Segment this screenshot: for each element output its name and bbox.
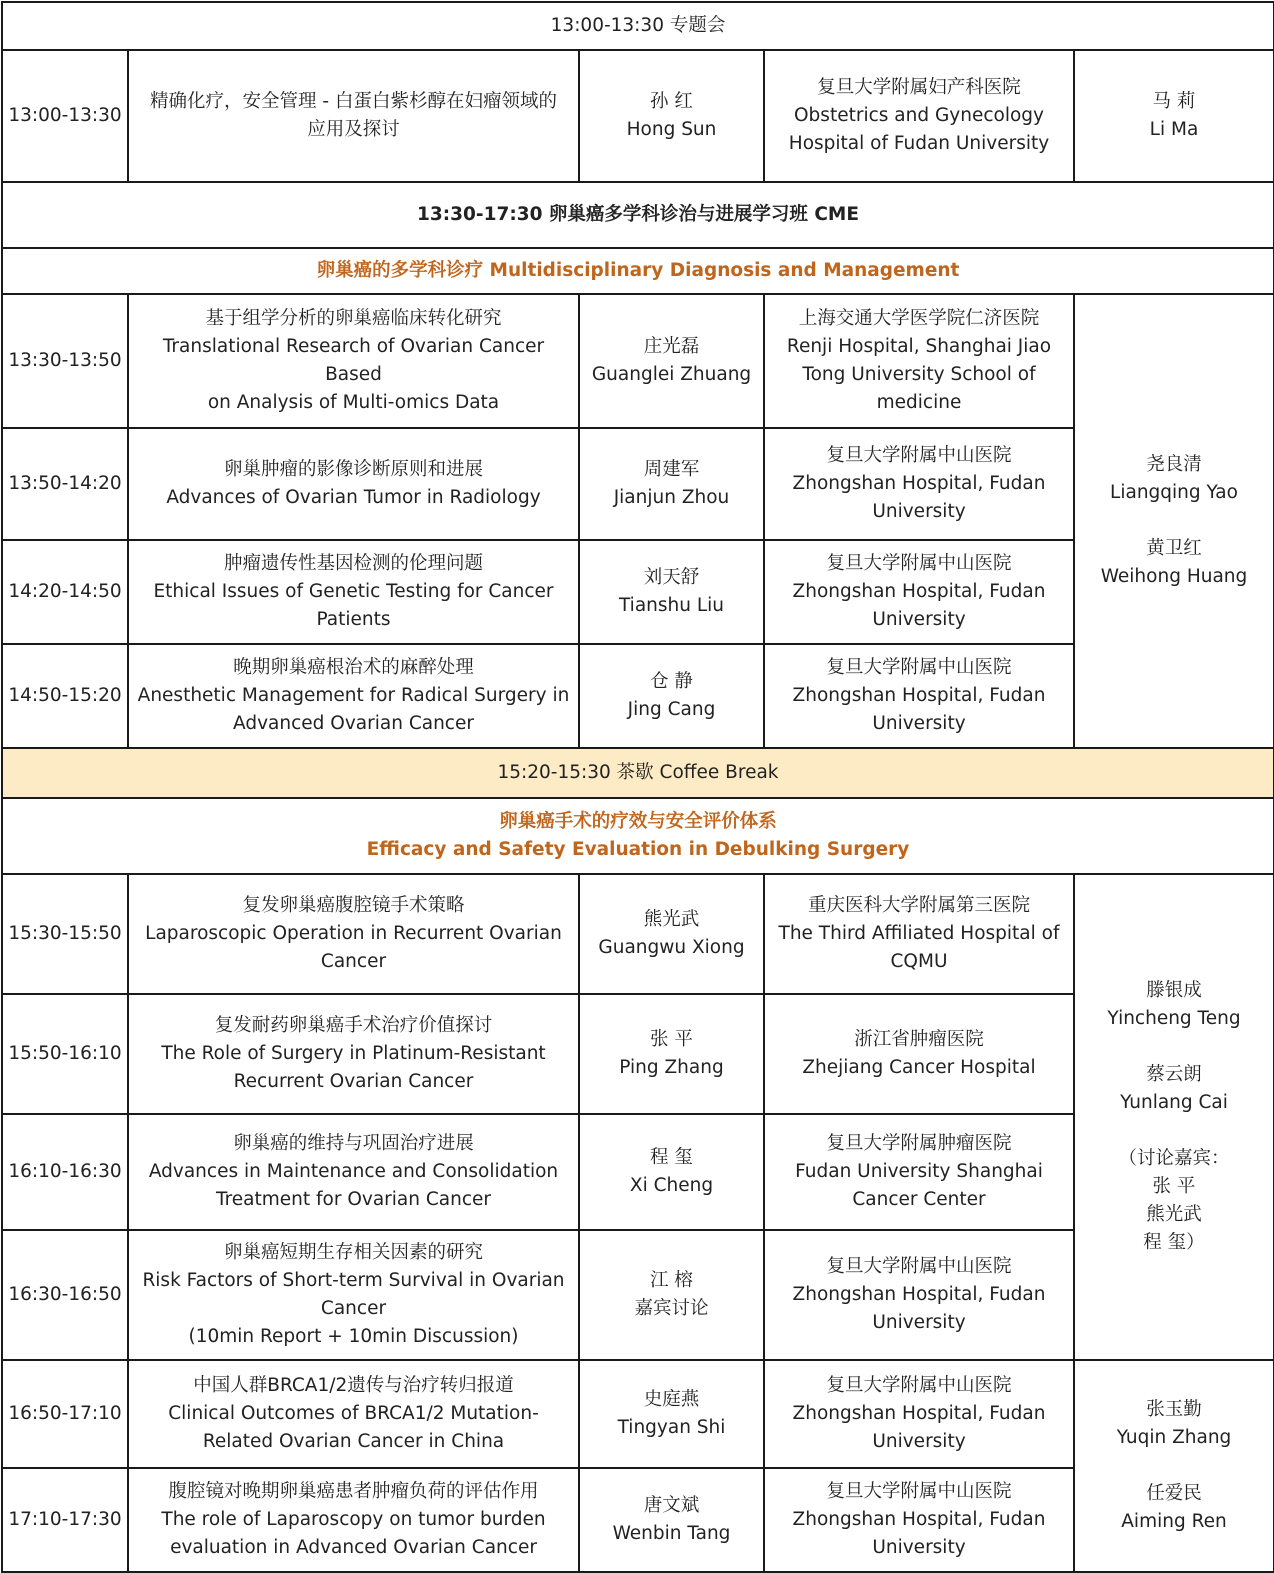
session-topic-line: 复发卵巢癌腹腔镜手术策略 xyxy=(242,895,465,916)
session-time: 13:00-13:30 xyxy=(2,50,128,182)
session-institution xyxy=(764,540,1074,644)
session-topic-line: Ethical Issues of Genetic Testing for Cancer xyxy=(153,581,554,602)
session-topic xyxy=(128,1360,579,1468)
session-chairs-line: 程 玺） xyxy=(1143,1232,1205,1253)
cme-header: 13:30-17:30 卵巢癌多学科诊治与进展学习班 CME xyxy=(2,182,1274,248)
session-topic-line: 腹腔镜对晚期卵巢癌患者肿瘤负荷的评估作用 xyxy=(168,1481,539,1502)
session-topic-line: on Analysis of Multi-omics Data xyxy=(207,392,500,413)
session-chairs-line: 任爱民 xyxy=(1146,1483,1202,1504)
session-topic-line: The Role of Surgery in Platinum-Resistant xyxy=(161,1043,546,1064)
session-speaker-line: 程 玺 xyxy=(650,1147,693,1168)
session-speaker xyxy=(579,428,764,540)
session-institution-line: 复旦大学附属中山医院 xyxy=(826,445,1012,466)
session-institution-line: University xyxy=(872,1312,966,1333)
session-topic-line: Cancer xyxy=(320,1298,387,1319)
session-time: 13:30-13:50 xyxy=(2,294,128,428)
session-institution xyxy=(764,1230,1074,1360)
session-institution-line: Obstetrics and Gynecology xyxy=(794,105,1044,126)
symposium-header-row xyxy=(2,2,1274,50)
session-speaker-line: 史庭燕 xyxy=(643,1389,700,1410)
session-institution xyxy=(764,294,1074,428)
session-institution-line: 浙江省肿瘤医院 xyxy=(854,1029,984,1050)
coffee-break: 15:20-15:30 茶歇 Coffee Break xyxy=(2,748,1274,798)
session-institution-line: Fudan University Shanghai xyxy=(795,1161,1043,1182)
session-topic xyxy=(128,294,579,428)
symposium-header: 13:00-13:30 专题会 xyxy=(2,2,1274,50)
session-topic-line: 卵巢肿瘤的影像诊断原则和进展 xyxy=(223,459,483,480)
session-institution-line: University xyxy=(872,1537,966,1558)
session-speaker xyxy=(579,540,764,644)
session-topic-line: Translational Research of Ovarian Cancer Based xyxy=(162,336,545,385)
section-title-row xyxy=(2,798,1274,874)
session-speaker-line: Ping Zhang xyxy=(619,1057,724,1078)
session-speaker xyxy=(579,1468,764,1572)
session-speaker-line: 庄光磊 xyxy=(643,336,700,357)
session-topic-line: (10min Report + 10min Discussion) xyxy=(188,1326,519,1347)
session-time: 15:30-15:50 xyxy=(2,874,128,994)
session-institution-line: 重庆医科大学附属第三医院 xyxy=(807,895,1030,916)
session-institution-line: Zhongshan Hospital, Fudan xyxy=(792,685,1046,706)
session-speaker xyxy=(579,50,764,182)
session-time: 16:50-17:10 xyxy=(2,1360,128,1468)
session-speaker-line: 熊光武 xyxy=(643,909,700,930)
session-speaker xyxy=(579,1360,764,1468)
session-speaker-line: Jing Cang xyxy=(627,699,716,720)
session-speaker-line: 仓 静 xyxy=(650,671,693,692)
session-speaker-line: Guanglei Zhuang xyxy=(591,364,752,385)
agenda-row xyxy=(2,874,1274,994)
session-institution-line: 复旦大学附属肿瘤医院 xyxy=(826,1133,1012,1154)
session-chair xyxy=(1074,50,1274,182)
session-chairs-line: Liangqing Yao xyxy=(1110,482,1238,503)
session-time: 16:10-16:30 xyxy=(2,1114,128,1230)
session-topic xyxy=(128,1468,579,1572)
agenda-row xyxy=(2,50,1274,182)
session-institution-line: University xyxy=(872,501,966,522)
session-topic-line: 复发耐药卵巢癌手术治疗价值探讨 xyxy=(214,1015,493,1036)
session-time: 14:20-14:50 xyxy=(2,540,128,644)
session-institution-line: 复旦大学附属中山医院 xyxy=(826,657,1012,678)
session-institution xyxy=(764,874,1074,994)
session-topic-line: Treatment for Ovarian Cancer xyxy=(215,1189,491,1210)
session-topic xyxy=(128,428,579,540)
session-institution-line: 上海交通大学医学院仁济医院 xyxy=(798,308,1040,329)
session-chairs-line: （讨论嘉宾： xyxy=(1118,1148,1230,1169)
session-speaker-line: Wenbin Tang xyxy=(612,1523,731,1544)
agenda-row xyxy=(2,294,1274,428)
session-institution xyxy=(764,428,1074,540)
session-speaker xyxy=(579,874,764,994)
session-institution-line: Renji Hospital, Shanghai Jiao xyxy=(786,336,1052,357)
section-title: 卵巢癌的多学科诊疗 Multidisciplinary Diagnosis and Management xyxy=(2,248,1274,294)
session-institution-line: Zhejiang Cancer Hospital xyxy=(802,1057,1036,1078)
session-institution-line: Cancer Center xyxy=(852,1189,986,1210)
session-institution-line: 复旦大学附属中山医院 xyxy=(826,553,1012,574)
session-time: 14:50-15:20 xyxy=(2,644,128,748)
session-institution xyxy=(764,1114,1074,1230)
session-speaker xyxy=(579,1230,764,1360)
session-institution-line: Zhongshan Hospital, Fudan xyxy=(792,1509,1046,1530)
session-time: 16:30-16:50 xyxy=(2,1230,128,1360)
session-speaker-line: Guangwu Xiong xyxy=(598,937,745,958)
session-speaker-line: Xi Cheng xyxy=(629,1175,714,1196)
session-topic xyxy=(128,1230,579,1360)
session-chairs-line: Aiming Ren xyxy=(1121,1511,1227,1532)
session-topic-line: 晚期卵巢癌根治术的麻醉处理 xyxy=(233,657,474,678)
session-speaker-line: 张 平 xyxy=(650,1029,693,1050)
session-institution-line: Zhongshan Hospital, Fudan xyxy=(792,1403,1046,1424)
session-institution xyxy=(764,1360,1074,1468)
session-chair-line: Li Ma xyxy=(1149,119,1199,140)
session-topic-line: Laparoscopic Operation in Recurrent Ovarian xyxy=(145,923,562,944)
session-institution-line: University xyxy=(872,1431,966,1452)
session-institution xyxy=(764,50,1074,182)
session-institution xyxy=(764,994,1074,1114)
session-topic-line: Related Ovarian Cancer in China xyxy=(202,1431,505,1452)
session-speaker-line: 周建军 xyxy=(643,459,700,480)
agenda-body xyxy=(2,2,1274,1572)
session-topic-line: Patients xyxy=(316,609,391,630)
session-topic xyxy=(128,50,579,182)
session-chairs xyxy=(1074,874,1274,1360)
session-institution-line: Tong University School of xyxy=(802,364,1036,385)
session-speaker-line: 唐文斌 xyxy=(643,1495,700,1516)
session-topic xyxy=(128,644,579,748)
section-title-line: 卵巢癌手术的疗效与安全评价体系 xyxy=(499,811,777,832)
session-topic-line: Recurrent Ovarian Cancer xyxy=(233,1071,474,1092)
session-speaker-line: Tingyan Shi xyxy=(617,1417,726,1438)
session-time: 15:50-16:10 xyxy=(2,994,128,1114)
agenda-row xyxy=(2,1360,1274,1468)
session-speaker-line: 刘天舒 xyxy=(643,567,700,588)
section-title-row xyxy=(2,248,1274,294)
session-chairs-line: Yunlang Cai xyxy=(1120,1092,1228,1113)
session-topic xyxy=(128,994,579,1114)
session-speaker-line: 嘉宾讨论 xyxy=(634,1298,709,1319)
session-speaker-line: 孙 红 xyxy=(650,91,693,112)
session-chairs-line xyxy=(1079,1117,1269,1145)
session-chairs-line: 熊光武 xyxy=(1146,1204,1202,1225)
session-institution xyxy=(764,644,1074,748)
session-chairs-line xyxy=(1079,1033,1269,1061)
session-institution-line: Zhongshan Hospital, Fudan xyxy=(792,581,1046,602)
session-chairs xyxy=(1074,294,1274,748)
session-speaker xyxy=(579,994,764,1114)
session-institution-line: 复旦大学附属妇产科医院 xyxy=(817,77,1021,98)
session-topic-line: Risk Factors of Short-term Survival in Ovarian xyxy=(142,1270,565,1291)
session-chairs-line: 张 平 xyxy=(1152,1176,1196,1197)
session-topic-line: 卵巢癌短期生存相关因素的研究 xyxy=(223,1242,483,1263)
section-title xyxy=(2,798,1274,874)
session-topic-line: Advances of Ovarian Tumor in Radiology xyxy=(166,487,541,508)
session-chairs-line: Weihong Huang xyxy=(1100,566,1248,587)
session-speaker-line: Hong Sun xyxy=(626,119,717,140)
session-institution-line: Hospital of Fudan University xyxy=(788,133,1050,154)
session-speaker xyxy=(579,294,764,428)
session-topic-line: Advances in Maintenance and Consolidation xyxy=(148,1161,559,1182)
session-topic xyxy=(128,874,579,994)
session-topic-line: evaluation in Advanced Ovarian Cancer xyxy=(170,1537,537,1558)
cme-header-row xyxy=(2,182,1274,248)
session-institution-line: Zhongshan Hospital, Fudan xyxy=(792,1284,1046,1305)
session-topic-line: 肿瘤遗传性基因检测的伦理问题 xyxy=(223,553,483,574)
session-topic-line: 卵巢癌的维持与巩固治疗进展 xyxy=(233,1133,474,1154)
session-institution-line: CQMU xyxy=(890,951,948,972)
session-institution-line: The Third Affiliated Hospital of xyxy=(778,923,1060,944)
session-speaker xyxy=(579,1114,764,1230)
session-time: 13:50-14:20 xyxy=(2,428,128,540)
session-topic-line: Anesthetic Management for Radical Surgery in xyxy=(137,685,570,706)
session-institution-line: University xyxy=(872,609,966,630)
session-chairs-line: Yincheng Teng xyxy=(1107,1008,1241,1029)
session-topic xyxy=(128,1114,579,1230)
session-chairs-line xyxy=(1079,507,1269,535)
session-topic-line: 精确化疗，安全管理 - 白蛋白紫杉醇在妇瘤领域的 xyxy=(150,91,557,112)
session-chairs-line: 蔡云朗 xyxy=(1146,1064,1202,1085)
session-chair-line: 马 莉 xyxy=(1152,91,1196,112)
session-chairs-line: 尧良清 xyxy=(1146,454,1202,475)
session-topic-line: 应用及探讨 xyxy=(307,119,400,140)
session-topic-line: Cancer xyxy=(320,951,387,972)
session-institution xyxy=(764,1468,1074,1572)
session-topic-line: 中国人群BRCA1/2遗传与治疗转归报道 xyxy=(193,1375,514,1396)
session-topic-line: Clinical Outcomes of BRCA1/2 Mutation- xyxy=(168,1403,539,1424)
session-speaker-line: Jianjun Zhou xyxy=(613,487,730,508)
session-topic-line: 基于组学分析的卵巢癌临床转化研究 xyxy=(205,308,502,329)
session-topic-line: The role of Laparoscopy on tumor burden xyxy=(161,1509,546,1530)
section-title-line: Efficacy and Safety Evaluation in Debulking Surgery xyxy=(366,839,910,860)
session-institution-line: 复旦大学附属中山医院 xyxy=(826,1375,1012,1396)
agenda-table xyxy=(1,1,1274,1573)
coffee-break-row xyxy=(2,748,1274,798)
session-chairs-line: 张玉勤 xyxy=(1146,1399,1202,1420)
session-speaker xyxy=(579,644,764,748)
session-chairs-line: Yuqin Zhang xyxy=(1116,1427,1232,1448)
session-topic xyxy=(128,540,579,644)
session-time: 17:10-17:30 xyxy=(2,1468,128,1572)
session-chairs-line xyxy=(1079,1452,1269,1480)
session-topic-line: Advanced Ovarian Cancer xyxy=(233,713,474,734)
session-institution-line: University xyxy=(872,713,966,734)
session-institution-line: Zhongshan Hospital, Fudan xyxy=(792,473,1046,494)
session-institution-line: 复旦大学附属中山医院 xyxy=(826,1481,1012,1502)
session-speaker-line: Tianshu Liu xyxy=(618,595,725,616)
session-chairs-line: 黄卫红 xyxy=(1146,538,1202,559)
session-chairs-line: 滕银成 xyxy=(1146,980,1202,1001)
session-institution-line: 复旦大学附属中山医院 xyxy=(826,1256,1012,1277)
session-speaker-line: 江 榕 xyxy=(650,1270,693,1291)
session-institution-line: medicine xyxy=(876,392,962,413)
session-chairs xyxy=(1074,1360,1274,1572)
